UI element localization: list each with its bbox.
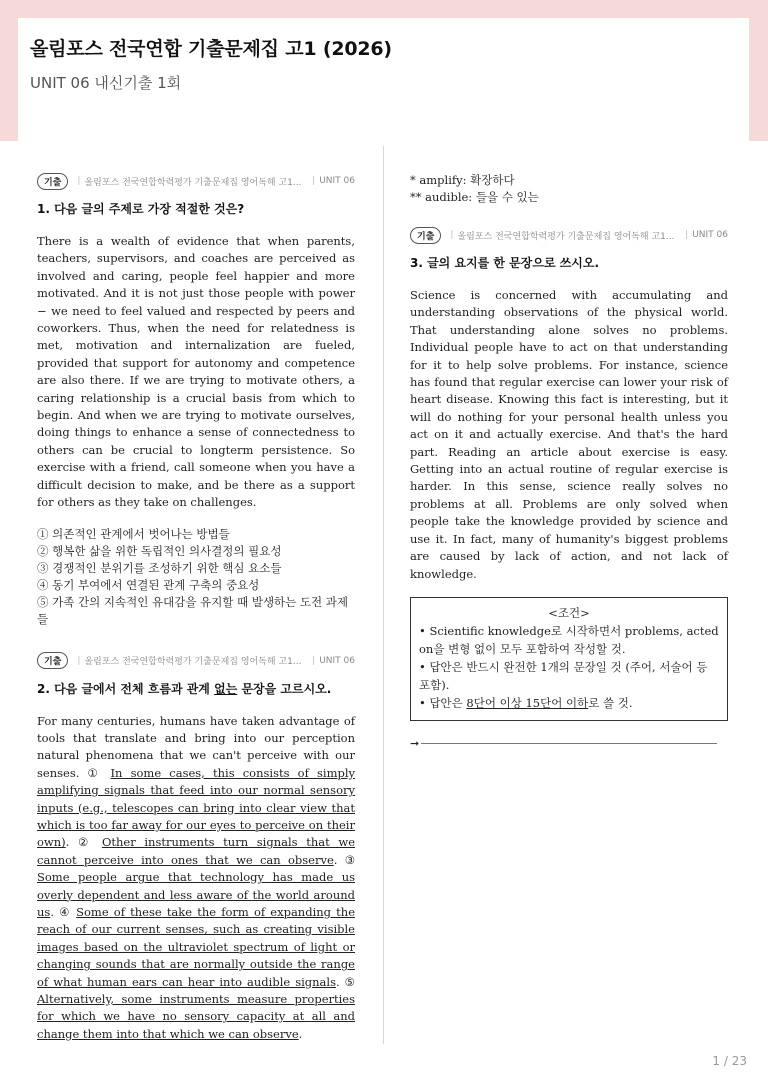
meta-separator: | [685,230,689,240]
choice-2[interactable]: ② 행복한 삶을 위한 독립적인 의사결정의 필요성 [37,543,282,558]
marker-3: . ③ [333,852,356,867]
page-number: 1 / 23 [712,1054,747,1068]
answer-choices [37,526,355,628]
footnote-amplify: * amplify: 확장하다 [410,173,515,187]
column-divider [383,146,384,1044]
meta-separator: | [312,655,316,666]
unit-label: UNIT 06 [692,230,728,240]
question-title-emphasis: 없는 [214,681,238,696]
marker-2: . ② [65,835,94,850]
choice-1[interactable]: ① 의존적인 관계에서 벗어나는 방법들 [37,526,230,541]
document-title: 올림포스 전국연합 기출문제집 고1 (2026) [30,38,392,60]
source-tag: 기출 [410,227,441,244]
question-title [37,680,355,697]
source-text: 올림포스 전국연합학력평가 기출문제집 영어독해 고1... [84,177,302,188]
answer-line[interactable] [410,737,728,750]
sentence-1[interactable]: In some cases, this consists of simply amplifying signals that feed into our normal sensory inputs (e.g., telescopes can bring into clear view that which is too far away for our eyes to perceive on their own) [37,765,356,850]
passage-text [37,713,355,1044]
arrow-icon: ➞ [410,736,420,750]
unit-label: UNIT 06 [319,176,355,186]
sentence-3[interactable]: Some people argue that technology has made us overly dependent and less aware of the world around us [37,870,355,919]
question-meta [37,172,355,190]
conditions-title: <조건> [548,605,590,620]
choice-4[interactable]: ④ 동기 부여에서 연결된 관계 구축의 중요성 [37,577,260,592]
meta-separator: | [312,176,316,186]
source-text: 올림포스 전국연합학력평가 기출문제집 영어독해 고1... [457,231,675,242]
sentence-2[interactable]: Other instruments turn signals that we cannot perceive into ones that we can observe [37,835,356,867]
right-column [410,172,728,774]
question-2 [37,652,355,1044]
unit-label: UNIT 06 [319,655,355,666]
passage-text: Science is concerned with accumulating and understanding observations of the physical world. That understanding alone solves no problems. Individual people have to act on that understanding for it to help solve problems. For instance, science has found that regular exercise can lower your risk of heart disease. Knowing this fact is interesting, but it will do nothing for your personal health unless you act on it and actually exercise. And that's the hard part. Reading an article about exercise is easy. Getting into an actual routine of regular exercise is harder. In this sense, science really solves no problems at all. Problems are only solved when people take the knowledge provided by science and use it. In fact, many of humanity's biggest problems are caused by lack of action, and not lack of knowledge. [410,288,728,581]
left-column [37,172,355,1067]
condition-3-post: 로 쓸 것. [588,695,633,710]
question-meta [410,226,728,244]
question-title: 1. 다음 글의 주제로 가장 적절한 것은? [37,202,245,216]
condition-3-emphasis: 8단어 이상 15단어 이하 [466,695,589,710]
condition-2: • 답안은 반드시 완전한 1개의 문장일 것 (주어, 서술어 등 포함). [419,659,708,692]
question-title: 3. 글의 요지를 한 문장으로 쓰시오. [410,256,600,270]
conditions-box [410,597,728,721]
meta-separator: | [77,176,81,186]
question-title-pre: 2. 다음 글에서 전체 흐름과 관계 [37,681,215,696]
passage-intro: For many centuries, humans have taken advantage of tools that translate and bring into our perception natural phenomena that we can't perceive with our senses. [37,713,355,780]
sentence-5[interactable]: Alternatively, some instruments measure properties for which we have no sensory capacity at all and change them into that which we can observe [37,992,355,1041]
choice-5[interactable]: ⑤ 가족 간의 지속적인 유대감을 유지할 때 발생하는 도전 과제들 [37,594,349,626]
marker-4: . ④ [50,904,71,919]
question-1 [37,172,355,628]
marker-5: . ⑤ [336,974,355,989]
source-tag: 기출 [37,652,68,669]
source-tag: 기출 [37,173,68,190]
meta-separator: | [77,655,81,666]
question-title-post: 문장을 고르시오. [237,681,332,696]
question-meta [37,652,355,670]
condition-3 [419,694,719,712]
passage-text: There is a wealth of evidence that when parents, teachers, supervisors, and coaches are perceived as involved and caring, people feel happier and more motivated. And it is not just those people with power − we need to feel valued and respected by peers and coworkers. Thus, when the need for relatedness is met, motivation and internalization are fueled, provided that support for autonomy and competence are also there. If we are trying to motivate others, a caring relationship is a crucial basis from which to begin. And when we are trying to motivate ourselves, doing things to enhance a sense of connectedness to others can be crucial to longterm persistence. So exercise with a friend, call someone when you have a difficult decision to make, and be there as a support for others as they take on challenges. [37,234,355,510]
question-3 [410,226,728,750]
source-text: 올림포스 전국연합학력평가 기출문제집 영어독해 고1... [84,657,302,667]
footnote-audible: ** audible: 들을 수 있는 [410,190,539,204]
sentence-4[interactable]: Some of these take the form of expanding the reach of our current senses, such as creating visible images based on the ultraviolet spectrum of light or changing sounds that are normally outside the range of what human ears can hear into audible signals [37,904,356,989]
document-subtitle: UNIT 06 내신기출 1회 [30,74,182,92]
passage-end: . [298,1026,303,1041]
marker-1: ① [87,765,103,780]
answer-blank[interactable] [421,742,717,744]
choice-3[interactable]: ③ 경쟁적인 분위기를 조성하기 위한 핵심 요소들 [37,560,282,575]
meta-separator: | [450,230,454,240]
condition-3-pre: • 답안은 [419,695,467,710]
footnotes [410,172,728,206]
condition-1: • Scientific knowledge로 시작하면서 problems, acted on을 변형 없이 모두 포함하여 작성할 것. [419,623,719,656]
